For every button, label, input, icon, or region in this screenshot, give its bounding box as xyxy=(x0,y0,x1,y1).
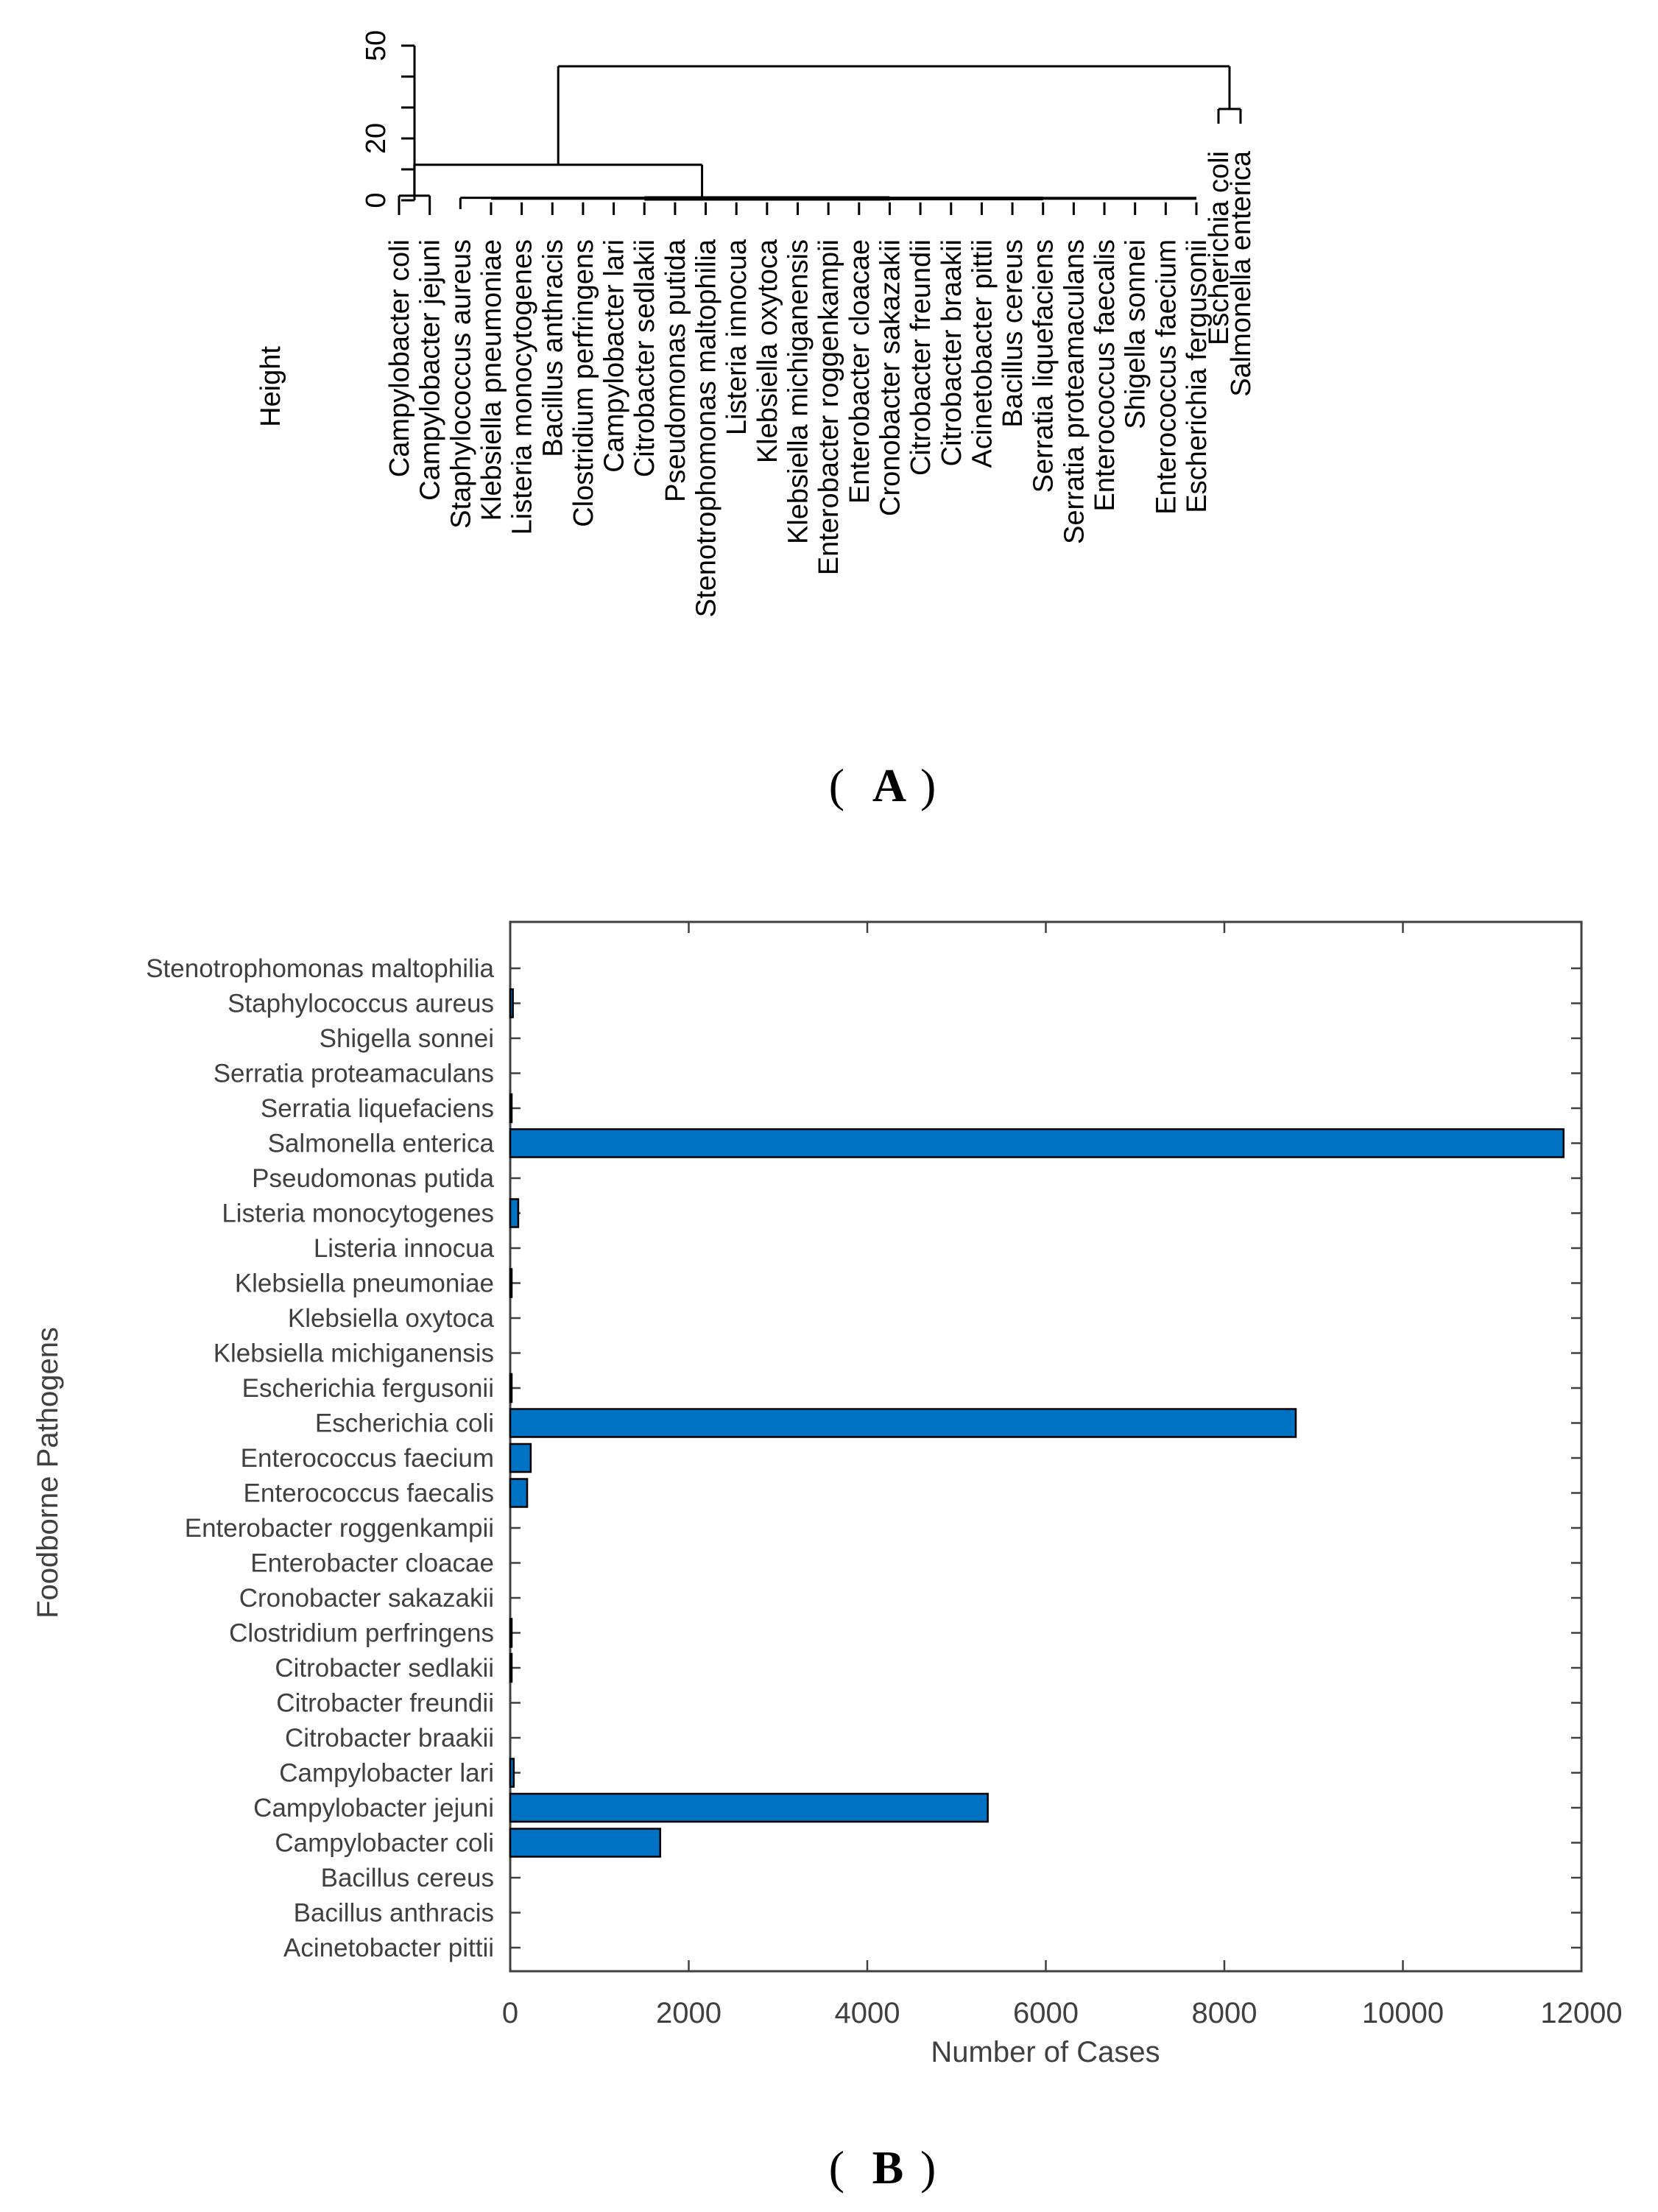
category-label: Stenotrophomonas maltophilia xyxy=(146,954,494,983)
bar xyxy=(510,1619,512,1647)
leaf-label: Listeria innocua xyxy=(722,239,753,436)
y-tick-label: 20 xyxy=(361,122,392,155)
category-label: Citrobacter sedlakii xyxy=(275,1654,494,1683)
category-label: Klebsiella oxytoca xyxy=(287,1304,494,1333)
category-label: Clostridium perfringens xyxy=(229,1619,494,1648)
bar xyxy=(510,1794,988,1822)
x-tick-label: 0 xyxy=(501,1997,519,2029)
bar xyxy=(510,1759,514,1787)
leaf-label: Klebsiella pneumoniae xyxy=(476,239,507,521)
bar xyxy=(510,1409,1296,1437)
bar xyxy=(510,1829,660,1857)
bar xyxy=(510,1479,527,1507)
category-label: Enterococcus faecalis xyxy=(243,1479,494,1508)
leaf-label: Escherichia coli xyxy=(1204,151,1235,345)
category-label: Klebsiella michiganensis xyxy=(213,1339,494,1368)
leaf-label: Klebsiella oxytoca xyxy=(752,239,783,464)
bar xyxy=(510,1444,531,1472)
bar xyxy=(510,990,513,1018)
leaf-label: Clostridium perfringens xyxy=(568,239,599,527)
leaf-label: Staphylococcus aureus xyxy=(445,239,477,529)
y-tick-label: 50 xyxy=(361,29,392,62)
leaf-label: Enterococcus faecalis xyxy=(1090,239,1121,512)
leaf-label: Serratia proteamaculans xyxy=(1059,239,1090,544)
bar xyxy=(510,1200,518,1227)
dendrogram-y-axis-label: Height xyxy=(255,346,286,427)
leaf-label: Enterococcus faecium xyxy=(1151,239,1182,515)
category-label: Salmonella enterica xyxy=(267,1129,494,1158)
category-label: Cronobacter sakazakii xyxy=(239,1584,494,1613)
category-label: Staphylococcus aureus xyxy=(227,989,494,1018)
panel-b-letter: B xyxy=(872,2141,904,2194)
bar-chart-category-labels xyxy=(146,954,494,1962)
leaf-label: Stenotrophomonas maltophilia xyxy=(691,239,722,618)
leaf-label: Shigella sonnei xyxy=(1120,239,1151,429)
category-label: Enterococcus faecium xyxy=(240,1444,494,1473)
category-label: Listeria monocytogenes xyxy=(222,1199,494,1228)
category-label: Pseudomonas putida xyxy=(252,1164,494,1193)
category-label: Enterobacter roggenkampii xyxy=(184,1514,494,1543)
bar-chart-y-axis-label: Foodborne Pathogens xyxy=(32,1327,64,1619)
leaf-label: Escherichia fergusonii xyxy=(1182,239,1213,513)
bar-chart-x-axis-label: Number of Cases xyxy=(931,2036,1160,2068)
category-label: Citrobacter braakii xyxy=(285,1724,494,1753)
bar xyxy=(510,1094,512,1122)
leaf-label: Campylobacter lari xyxy=(599,239,630,473)
leaf-label: Enterobacter cloacae xyxy=(844,239,875,504)
category-label: Campylobacter jejuni xyxy=(253,1794,494,1822)
svg-text:): ) xyxy=(920,2141,936,2194)
category-label: Escherichia coli xyxy=(314,1409,494,1438)
leaf-label: Cronobacter sakazakii xyxy=(875,239,906,516)
category-label: Listeria innocua xyxy=(313,1234,494,1263)
leaf-label: Serratia liquefaciens xyxy=(1028,239,1059,493)
svg-text:(: ( xyxy=(828,759,844,811)
leaf-label: Bacillus cereus xyxy=(998,239,1029,428)
bar xyxy=(510,1130,1564,1158)
category-label: Bacillus cereus xyxy=(320,1864,494,1892)
dendrogram-tree xyxy=(399,66,1241,215)
leaf-label: Pseudomonas putida xyxy=(660,239,691,503)
category-label: Acinetobacter pittii xyxy=(283,1934,494,1962)
leaf-label: Citrobacter sedlakii xyxy=(629,239,661,478)
bar-series xyxy=(510,990,1564,1857)
y-tick-label: 0 xyxy=(361,192,392,208)
category-label: Enterobacter cloacae xyxy=(250,1549,494,1578)
panel-a-caption xyxy=(829,759,936,811)
x-tick-label: 2000 xyxy=(656,1997,722,2029)
x-tick-label: 12000 xyxy=(1540,1997,1623,2029)
bar-chart-panel xyxy=(32,922,1623,2194)
dendrogram-panel xyxy=(255,30,1257,811)
leaf-label: Acinetobacter pittii xyxy=(967,239,998,468)
panel-a-letter: A xyxy=(872,759,907,811)
leaf-label: Citrobacter braakii xyxy=(936,239,967,467)
category-label: Bacillus anthracis xyxy=(293,1898,494,1928)
leaf-label: Enterobacter roggenkampii xyxy=(814,239,845,576)
category-label: Shigella sonnei xyxy=(319,1024,494,1053)
category-label: Klebsiella pneumoniae xyxy=(234,1269,494,1298)
x-tick-label: 8000 xyxy=(1191,1997,1257,2029)
x-tick-label: 10000 xyxy=(1361,1997,1444,2029)
x-tick-label: 4000 xyxy=(834,1997,900,2029)
x-tick-label: 6000 xyxy=(1013,1997,1079,2029)
bar xyxy=(510,1269,512,1297)
category-label: Campylobacter lari xyxy=(279,1758,494,1788)
leaf-label: Salmonella enterica xyxy=(1226,151,1257,397)
bar xyxy=(510,1654,512,1682)
category-label: Escherichia fergusonii xyxy=(241,1374,494,1403)
leaf-label: Klebsiella michiganensis xyxy=(783,239,814,544)
svg-text:): ) xyxy=(920,759,936,811)
category-label: Serratia liquefaciens xyxy=(260,1094,494,1123)
bar-chart-x-axis xyxy=(502,922,1623,2029)
dendrogram-leaf-labels xyxy=(384,150,1257,617)
leaf-label: Campylobacter jejuni xyxy=(415,239,446,501)
leaf-label: Citrobacter freundii xyxy=(906,239,937,476)
leaf-label: Listeria monocytogenes xyxy=(507,239,538,535)
svg-text:(: ( xyxy=(828,2141,844,2194)
category-label: Serratia proteamaculans xyxy=(213,1059,494,1088)
leaf-label: Campylobacter coli xyxy=(384,239,415,478)
leaf-label: Bacillus anthracis xyxy=(537,239,569,457)
bar xyxy=(510,1374,512,1402)
panel-b-caption xyxy=(829,2141,936,2194)
category-label: Campylobacter coli xyxy=(275,1828,494,1858)
category-label: Citrobacter freundii xyxy=(276,1688,494,1718)
dendrogram-y-axis xyxy=(361,30,415,208)
